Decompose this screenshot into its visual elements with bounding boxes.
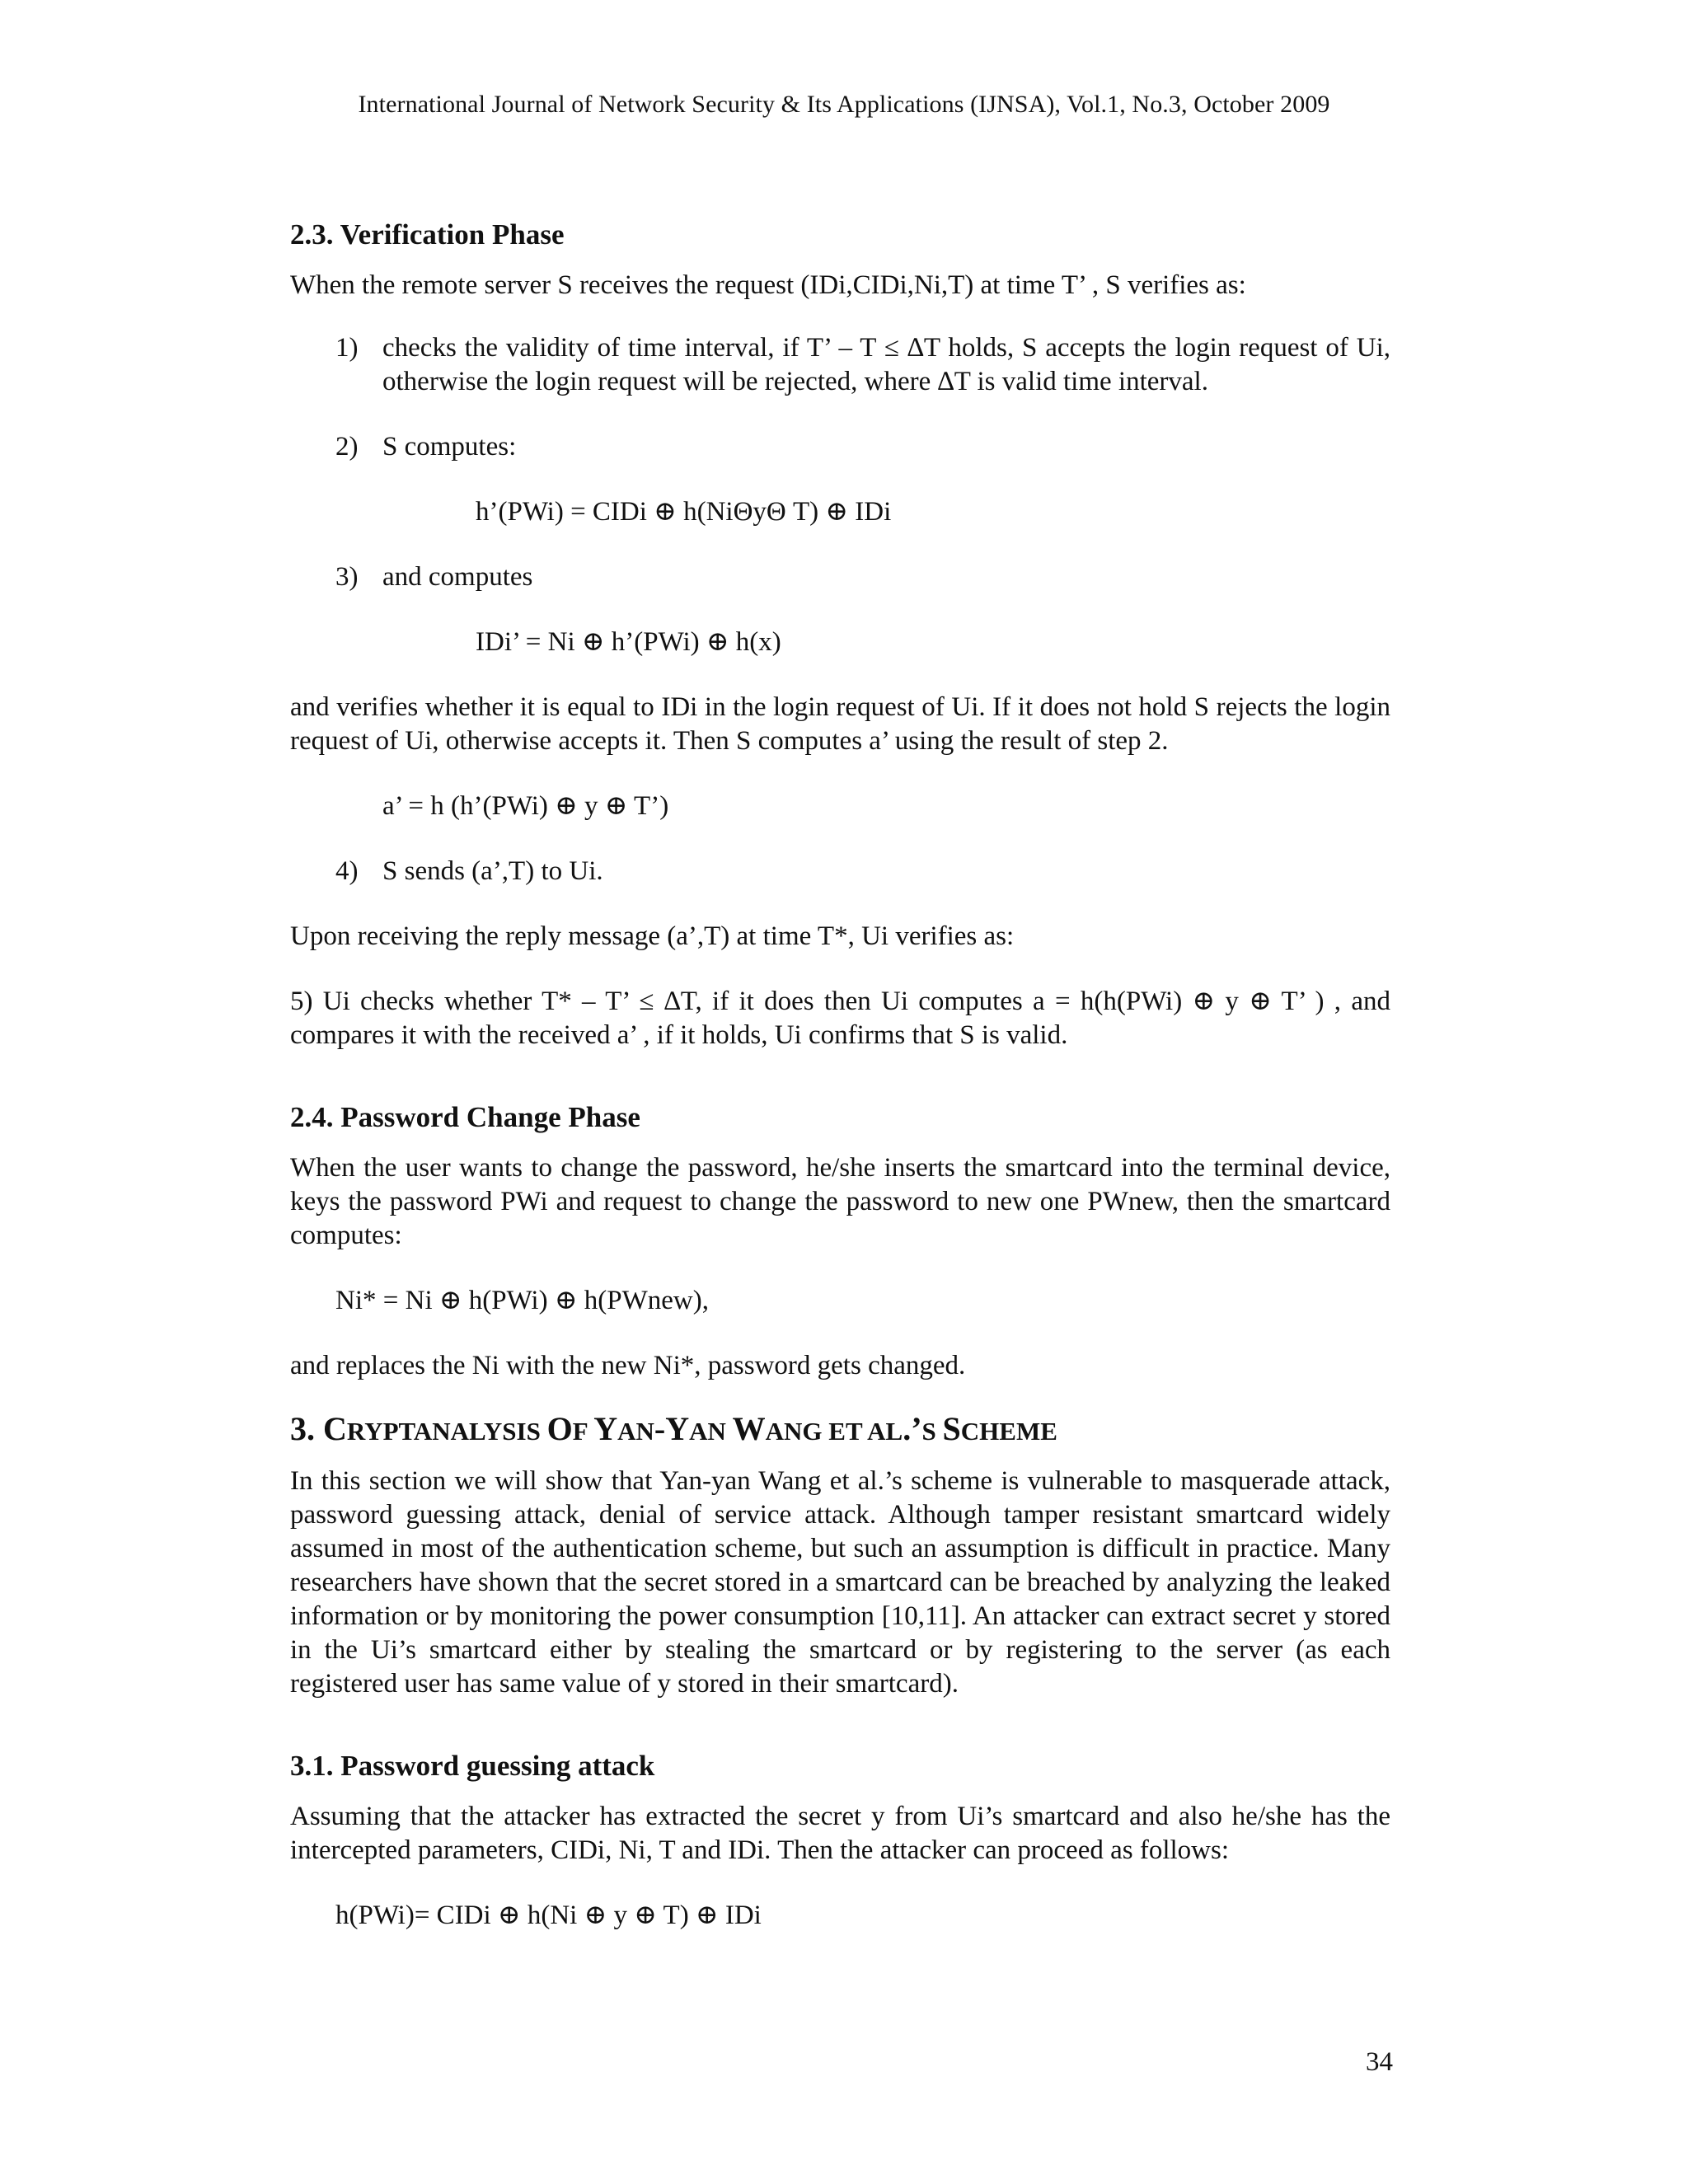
title-part: ANG <box>765 1417 829 1446</box>
s23-paragraph-1: and verifies whether it is equal to IDi in the login request of Ui. If it does not hold S rejects the login request of Ui, otherwise accepts it. Then S computes a’ using the result of step 2. <box>290 692 1390 756</box>
s23-item-2 <box>290 430 1390 464</box>
item-text: S computes: <box>382 432 517 462</box>
item-number: 2) <box>335 432 359 462</box>
s23-paragraph-2: Upon receiving the reply message (a’,T) at time T*, Ui verifies as: <box>290 921 1015 951</box>
s24-paragraph-1: When the user wants to change the password, he/she inserts the smartcard into the terminal device, keys the password PWi and request to change the password to new one PWnew, then the smartcard computes: <box>290 1153 1390 1250</box>
s31-equation-1: h(PWi)= CIDi ⊕ h(Ni ⊕ y ⊕ T) ⊕ IDi <box>335 1900 762 1930</box>
title-part: ET AL <box>828 1417 903 1446</box>
page-number: 34 <box>1366 2047 1393 2077</box>
item-text: and computes <box>382 562 533 592</box>
s31-paragraph-1: Assuming that the attacker has extracted the secret y from Ui’s smartcard and also he/she has the intercepted parameters, CIDi, Ni, T and IDi. Then the attacker can proceed as follows: <box>290 1802 1390 1865</box>
s3-paragraph-1: In this section we will show that Yan-yan Wang et al.’s scheme is vulnerable to masquerade attack, password guessing attack, denial of service attack. Although tamper resistant smartcard widely assumed in most of the authentication scheme, but such an assumption is difficult in practice. Many researchers have shown that the secret stored in a smartcard can be breached by analyzing the leaked information or by monitoring the power consumption [10,11]. An attacker can extract secret y stored in the Ui’s smartcard either by stealing the smartcard or by registering to the server (as each registered user has same value of y stored in their smartcard). <box>290 1466 1390 1699</box>
s23-equation-2: IDi’ = Ni ⊕ h’(PWi) ⊕ h(x) <box>476 627 781 657</box>
item-number: 1) <box>335 333 359 363</box>
item-text: S sends (a’,T) to Ui. <box>382 856 603 886</box>
section-2-3-title: 2.3. Verification Phase <box>290 218 565 251</box>
title-part: -Y <box>654 1410 690 1447</box>
title-part: S <box>921 1417 943 1446</box>
title-part: F <box>572 1417 594 1446</box>
title-part: AN <box>617 1417 654 1446</box>
title-part: Y <box>593 1410 618 1447</box>
section-2-4-title: 2.4. Password Change Phase <box>290 1101 640 1133</box>
title-part: W <box>732 1410 766 1447</box>
s23-equation-3: a’ = h (h’(PWi) ⊕ y ⊕ T’) <box>382 791 669 821</box>
s23-item-1 <box>290 331 1390 399</box>
title-part: 3. C <box>290 1410 347 1447</box>
s23-intro: When the remote server S receives the request (IDi,CIDi,Ni,T) at time T’ , S verifies as: <box>290 270 1246 300</box>
title-part: AN <box>689 1417 733 1446</box>
title-part: S <box>942 1410 961 1447</box>
item-text: checks the validity of time interval, if T’ – T ≤ ∆T holds, S accepts the login request of Ui, otherwise the login request will be rejected, where ∆T is valid time interval. <box>382 333 1390 396</box>
title-part: CHEME <box>960 1417 1057 1446</box>
page-content <box>290 216 1390 1933</box>
running-header: International Journal of Network Security & Its Applications (IJNSA), Vol.1, No.3, October 2009 <box>358 91 1330 118</box>
item-number: 3) <box>335 562 359 592</box>
s23-paragraph-3: 5) Ui checks whether T* – T’ ≤ ∆T, if it does then Ui computes a = h(h(PWi) ⊕ y ⊕ T’ ) , and compares it with the received a’ , if it holds, Ui confirms that S is valid. <box>290 987 1390 1050</box>
s23-equation-1: h’(PWi) = CIDi ⊕ h(NiΘyΘ T) ⊕ IDi <box>476 497 892 527</box>
section-3-1-title: 3.1. Password guessing attack <box>290 1750 655 1782</box>
title-part: RYPTANALYSIS <box>346 1417 547 1446</box>
title-part: O <box>546 1410 573 1447</box>
s23-item-3 <box>290 560 1390 594</box>
s23-item-4 <box>290 855 1390 888</box>
section-3-title <box>290 1408 1390 1453</box>
s24-paragraph-2: and replaces the Ni with the new Ni*, password gets changed. <box>290 1351 966 1380</box>
item-number: 4) <box>335 856 359 886</box>
title-part: .’ <box>903 1410 922 1447</box>
s24-equation-1: Ni* = Ni ⊕ h(PWi) ⊕ h(PWnew), <box>335 1286 709 1315</box>
